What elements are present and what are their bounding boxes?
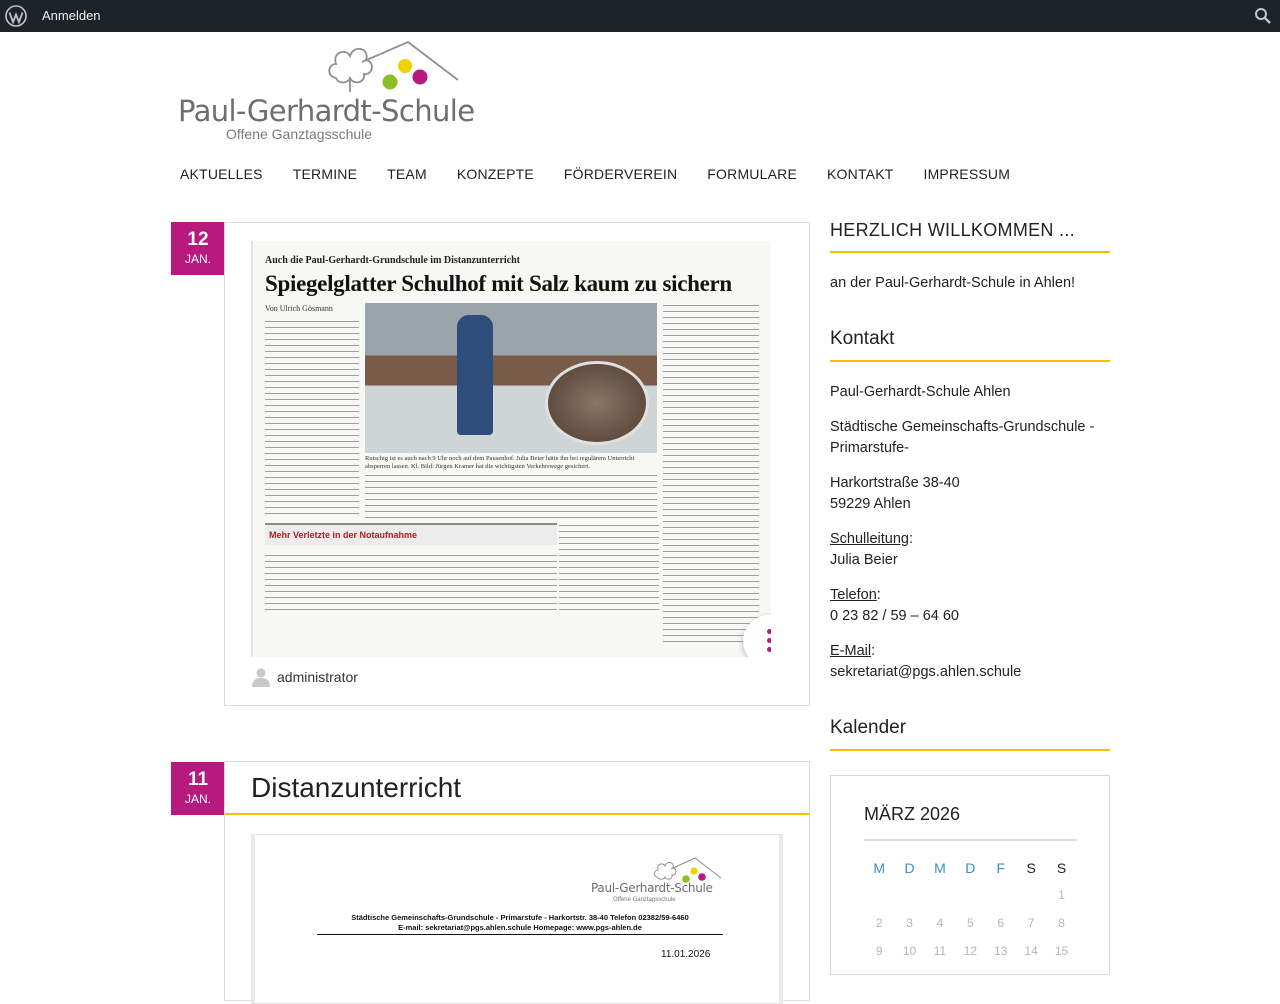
site-logo[interactable] bbox=[176, 40, 475, 150]
weekday-label: S bbox=[1026, 860, 1036, 876]
calendar-day[interactable]: 11 bbox=[933, 944, 947, 958]
post-card bbox=[224, 222, 810, 706]
calendar-day[interactable] bbox=[955, 888, 985, 916]
widget-title-calendar: Kalender bbox=[830, 717, 1110, 751]
nav-team[interactable]: TEAM bbox=[387, 166, 427, 182]
post-title[interactable]: Distanzunterricht bbox=[251, 772, 462, 803]
calendar-day[interactable]: 8 bbox=[1058, 916, 1065, 930]
title-underline bbox=[225, 813, 809, 815]
calendar-month: MÄRZ 2026 bbox=[864, 804, 961, 824]
calendar-day[interactable]: 4 bbox=[936, 916, 944, 930]
widget-title-contact: Kontakt bbox=[830, 328, 1110, 362]
clipping-byline: Von Ulrich Gösmann bbox=[265, 304, 333, 313]
post-date-month: JAN. bbox=[184, 792, 211, 806]
weekday-label: M bbox=[934, 860, 946, 876]
calendar-day[interactable]: 10 bbox=[902, 944, 917, 958]
calendar-week-row bbox=[864, 916, 1077, 944]
post-date-badge bbox=[171, 762, 225, 815]
letter-date: 11.01.2026 bbox=[661, 949, 711, 960]
calendar-day[interactable]: 7 bbox=[1027, 916, 1035, 930]
calendar-week-row bbox=[864, 944, 1077, 972]
letter-image[interactable] bbox=[251, 834, 783, 1004]
calendar-day[interactable]: 9 bbox=[875, 944, 883, 958]
email-label: E-Mail bbox=[830, 643, 872, 659]
weekday-label: S bbox=[1056, 860, 1067, 876]
post-card bbox=[224, 761, 810, 1001]
post-date-day: 11 bbox=[187, 769, 209, 790]
text-column bbox=[265, 553, 557, 613]
text-column bbox=[663, 303, 759, 643]
contact-lead: Schulleitung: Julia Beier bbox=[830, 531, 914, 568]
calendar-day[interactable]: 1 bbox=[1058, 888, 1065, 902]
widget-title-welcome: HERZLICH WILLKOMMEN ... bbox=[830, 220, 1110, 253]
kebab-dot bbox=[767, 638, 771, 643]
calendar-grid bbox=[864, 860, 1077, 972]
contact-school-line: Städtische Gemeinschafts-Grundschule - bbox=[830, 419, 1095, 435]
letter-address bbox=[317, 913, 723, 933]
admin-bar bbox=[0, 0, 1280, 32]
post-date-day: 12 bbox=[187, 229, 209, 250]
calendar-day[interactable] bbox=[925, 888, 955, 916]
calendar-weekday-row bbox=[864, 860, 1077, 888]
sidebar bbox=[830, 220, 1110, 751]
nav-aktuelles[interactable]: AKTUELLES bbox=[180, 166, 263, 182]
nav-termine[interactable]: TERMINE bbox=[292, 166, 358, 182]
contact-phone: Telefon: 0 23 82 / 59 – 64 60 bbox=[830, 587, 959, 624]
calendar-week-row bbox=[864, 888, 1077, 916]
clipping-caption: Rutschig ist es auch nach 9 Uhr noch auf dem Pausenhof. Julia Beier hätte ihn bei regulärem Unterricht absperren lassen. Kl. Bild: Jürgen Kramer hat die wichtigsten Verkehrswege gesichert. bbox=[365, 455, 635, 470]
logo-name: Paul-Gerhardt-Schule bbox=[178, 94, 475, 128]
welcome-text: an der Paul-Gerhardt-Schule in Ahlen! bbox=[830, 275, 1076, 291]
contact-city: 59229 Ahlen bbox=[830, 496, 911, 512]
clipping-photo bbox=[365, 303, 657, 453]
text-column bbox=[365, 473, 657, 519]
text-column bbox=[265, 319, 359, 519]
calendar-day[interactable]: 14 bbox=[1024, 944, 1038, 958]
nav-kontakt[interactable]: KONTAKT bbox=[827, 166, 894, 182]
author-name: administrator bbox=[277, 669, 358, 685]
calendar-day[interactable] bbox=[894, 888, 924, 916]
calendar-day[interactable]: 13 bbox=[994, 944, 1008, 958]
clipping-headline: Spiegelglatter Schulhof mit Salz kaum zu sichern bbox=[265, 271, 732, 296]
contact-email: E-Mail: sekretariat@pgs.ahlen.schule bbox=[830, 643, 1022, 680]
login-link[interactable]: Anmelden bbox=[42, 8, 101, 23]
calendar-day[interactable] bbox=[1016, 888, 1046, 916]
contact-name: Paul-Gerhardt-Schule Ahlen bbox=[830, 384, 1011, 400]
weekday-label: M bbox=[873, 860, 886, 876]
letter-address-line: Städtische Gemeinschafts-Grundschule - Primarstufe - Harkortstr. 38-40 Telefon 02382/59-6460 bbox=[351, 913, 689, 922]
calendar-day[interactable] bbox=[864, 888, 894, 916]
letter-logo-name: Paul-Gerhardt-Schule bbox=[591, 881, 713, 895]
logo-tagline: Offene Ganztagsschule bbox=[226, 126, 373, 142]
phone-number[interactable]: 0 23 82 / 59 – 64 60 bbox=[830, 608, 959, 624]
letter-address-line: E-mail: sekretariat@pgs.ahlen.schule Homepage: www.pgs-ahlen.de bbox=[398, 923, 642, 932]
user-icon bbox=[251, 667, 271, 687]
post-date-badge bbox=[171, 222, 225, 275]
contact-school-line: Primarstufe- bbox=[830, 440, 909, 456]
lead-name: Julia Beier bbox=[830, 552, 898, 568]
text-column bbox=[559, 523, 659, 613]
clipping-kicker: Auch die Paul-Gerhardt-Grundschule im Distanzunterricht bbox=[265, 255, 520, 266]
photo-inset bbox=[545, 361, 649, 445]
phone-label: Telefon bbox=[830, 587, 877, 603]
post-date-month: JAN. bbox=[184, 252, 211, 266]
logo-house-icon bbox=[326, 40, 461, 92]
contact-street: Harkortstraße 38-40 bbox=[830, 475, 960, 491]
calendar-day[interactable]: 5 bbox=[967, 916, 974, 930]
wordpress-icon[interactable] bbox=[5, 5, 27, 27]
contact-address bbox=[830, 473, 1110, 515]
kebab-dot bbox=[767, 629, 771, 634]
photo-person bbox=[457, 315, 493, 435]
nav-impressum[interactable]: IMPRESSUM bbox=[923, 166, 1011, 182]
calendar-widget bbox=[830, 775, 1110, 975]
main-nav bbox=[180, 166, 1040, 186]
nav-formulare[interactable]: FORMULARE bbox=[707, 166, 797, 182]
contact-school bbox=[830, 417, 1110, 459]
calendar-day[interactable]: 6 bbox=[997, 916, 1005, 930]
calendar-day[interactable] bbox=[986, 888, 1016, 916]
calendar-day[interactable]: 3 bbox=[906, 916, 913, 930]
nav-konzepte[interactable]: KONZEPTE bbox=[456, 166, 534, 182]
letter-rule bbox=[317, 934, 723, 935]
calendar-divider bbox=[864, 839, 1077, 841]
kebab-dot bbox=[767, 647, 771, 652]
calendar-day[interactable]: 2 bbox=[875, 916, 883, 930]
search-icon[interactable] bbox=[1254, 7, 1272, 25]
weekday-label: D bbox=[965, 860, 976, 876]
email-address[interactable]: sekretariat@pgs.ahlen.schule bbox=[830, 664, 1022, 680]
nav-foerderverein[interactable]: FÖRDERVEREIN bbox=[563, 166, 678, 182]
letter-logo-tagline: Offene Ganztagsschule bbox=[613, 897, 676, 903]
calendar-day[interactable]: 15 bbox=[1054, 944, 1069, 958]
weekday-label: D bbox=[904, 860, 915, 876]
weekday-label: F bbox=[996, 860, 1006, 876]
newspaper-clipping-image[interactable] bbox=[251, 241, 771, 657]
lead-label: Schulleitung bbox=[830, 531, 909, 547]
clipping-box-header bbox=[265, 523, 557, 545]
clipping-box-title: Mehr Verletzte in der Notaufnahme bbox=[269, 530, 418, 540]
calendar-day[interactable]: 12 bbox=[963, 944, 978, 958]
